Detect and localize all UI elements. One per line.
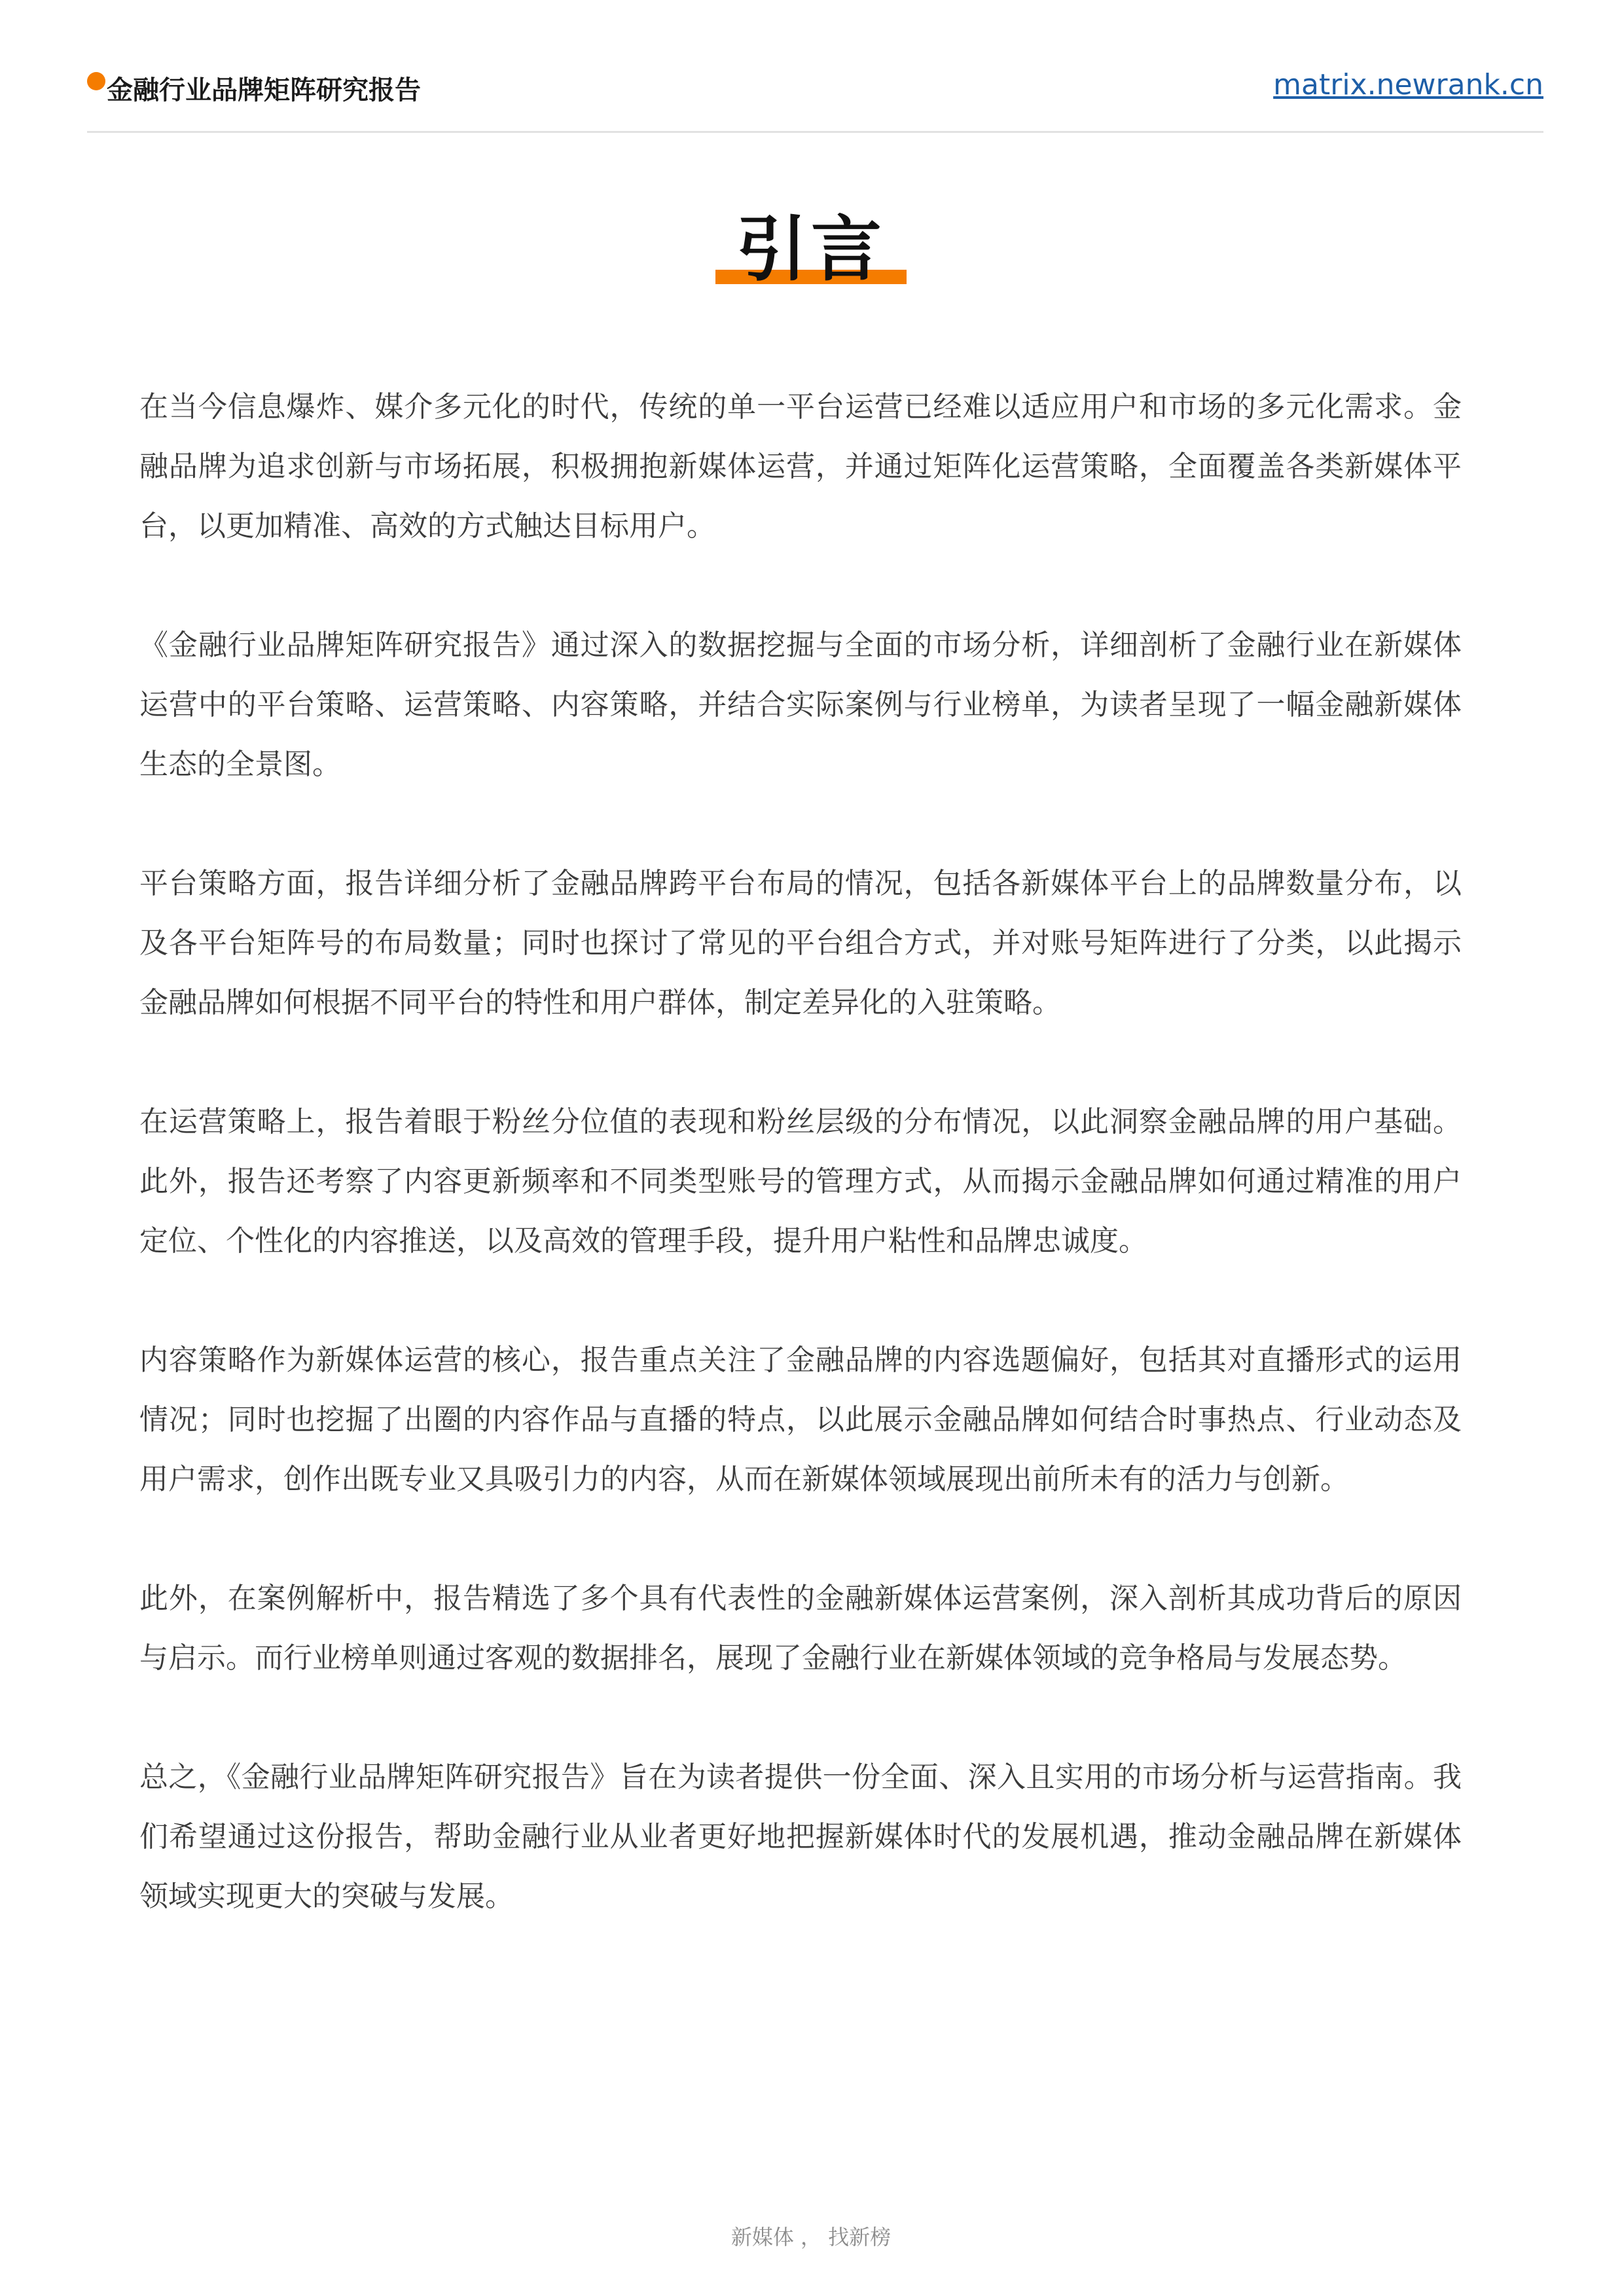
paragraph-3: 平台策略方面，报告详细分析了金融品牌跨平台布局的情况，包括各新媒体平台上的品牌数量分布，以及各平台矩阵号的布局数量；同时也探讨了常见的平台组合方式，并对账号矩阵进行了分类，以此揭示金融品牌如何根据不同平台的特性和用户群体，制定差异化的入驻策略。 [139, 867, 1462, 1019]
section-title-wrap [0, 210, 1622, 291]
page-footer: 新媒体 ， 找新榜 [730, 2225, 892, 2250]
paragraph-6: 此外，在案例解析中，报告精选了多个具有代表性的金融新媒体运营案例，深入剖析其成功背后的原因与启示。而行业榜单则通过客观的数据排名，展现了金融行业在新媒体领域的竞争格局与发展态势。 [139, 1582, 1462, 1675]
paragraph-5: 内容策略作为新媒体运营的核心，报告重点关注了金融品牌的内容选题偏好，包括其对直播形式的运用情况；同时也挖掘了出圈的内容作品与直播的特点，以此展示金融品牌如何结合时事热点、行业动态及用户需求，创作出既专业又具吸引力的内容，从而在新媒体领域展现出前所未有的活力与创新。 [139, 1343, 1462, 1496]
paragraph-7: 总之，《金融行业品牌矩阵研究报告》旨在为读者提供一份全面、深入且实用的市场分析与运营指南。我们希望通过这份报告，帮助金融行业从业者更好地把握新媒体时代的发展机遇，推动金融品牌在新媒体领域实现更大的突破与发展。 [139, 1760, 1462, 1913]
section-title-text: 引言 [736, 209, 886, 291]
site-link[interactable]: matrix.newrank.cn [1273, 68, 1543, 101]
report-title: 金融行业品牌矩阵研究报告 [107, 75, 421, 105]
paragraph-4: 在运营策略上，报告着眼于粉丝分位值的表现和粉丝层级的分布情况，以此洞察金融品牌的用户基础。此外，报告还考察了内容更新频率和不同类型账号的管理方式，从而揭示金融品牌如何通过精准的用户定位、个性化的内容推送，以及高效的管理手段，提升用户粘性和品牌忠诚度。 [139, 1105, 1462, 1258]
orange-dot-icon [87, 72, 105, 90]
paragraph-2: 《金融行业品牌矩阵研究报告》通过深入的数据挖掘与全面的市场分析，详细剖析了金融行业在新媒体运营中的平台策略、运营策略、内容策略，并结合实际案例与行业榜单，为读者呈现了一幅金融新媒体生态的全景图。 [139, 629, 1462, 781]
paragraph-1: 在当今信息爆炸、媒介多元化的时代，传统的单一平台运营已经难以适应用户和市场的多元化需求。金融品牌为追求创新与市场拓展，积极拥抱新媒体运营，并通过矩阵化运营策略，全面覆盖各类新媒体平台，以更加精准、高效的方式触达目标用户。 [139, 390, 1462, 543]
page-header [87, 65, 1543, 133]
section-title [715, 210, 907, 291]
intro-body [139, 377, 1462, 1986]
